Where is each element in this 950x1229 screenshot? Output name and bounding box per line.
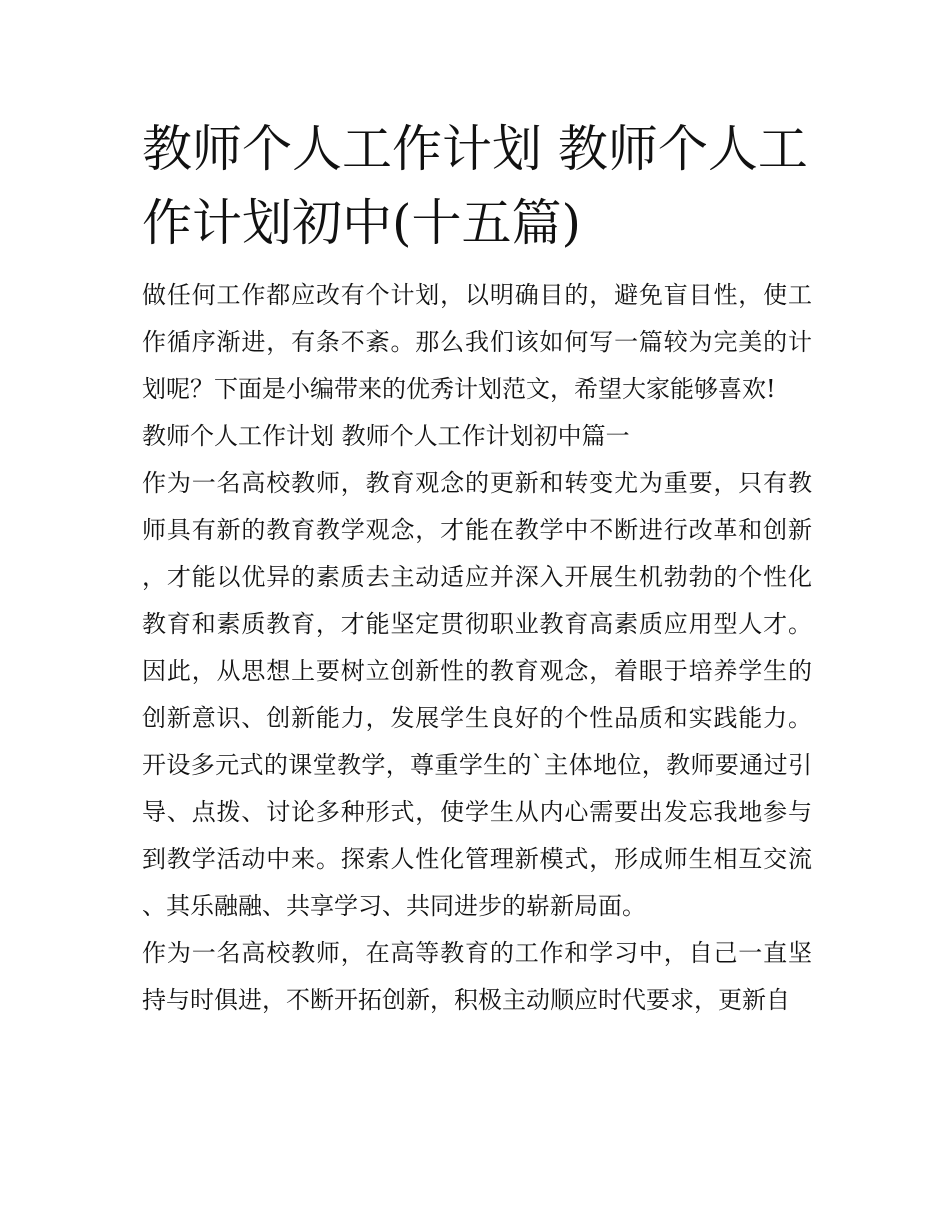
document-body [142,272,812,1024]
intro-paragraph: 做任何工作都应改有个计划，以明确目的，避免盲目性，使工作循序渐进，有条不紊。那么我们该如何写一篇较为完美的计划呢？下面是小编带来的优秀计划范文，希望大家能够喜欢! [142,281,812,403]
body-paragraph-1: 作为一名高校教师，教育观念的更新和转变尤为重要，只有教师具有新的教育教学观念，才能在教学中不断进行改革和创新，才能以优异的素质去主动适应并深入开展生机勃勃的个性化教育和素质教育，才能坚定贯彻职业教育高素质应用型人才。因此，从思想上要树立创新性的教育观念，着眼于培养学生的创新意识、创新能力，发展学生良好的个性品质和实践能力。开设多元式的课堂教学，尊重学生的`主体地位，教师要通过引导、点拨、讨论多种形式，使学生从内心需要出发忘我地参与到教学活动中来。探索人性化管理新模式，形成师生相互交流、其乐融融、共享学习、共同进步的崭新局面。 [142,469,812,920]
document-title: 教师个人工作计划 教师个人工作计划初中(十五篇) [142,120,808,252]
document-content [142,112,812,1024]
section-heading: 教师个人工作计划 教师个人工作计划初中篇一 [142,422,630,450]
body-paragraph-2: 作为一名高校教师，在高等教育的工作和学习中，自己一直坚持与时俱进，不断开拓创新，积极主动顺应时代要求，更新自 [142,939,812,1014]
